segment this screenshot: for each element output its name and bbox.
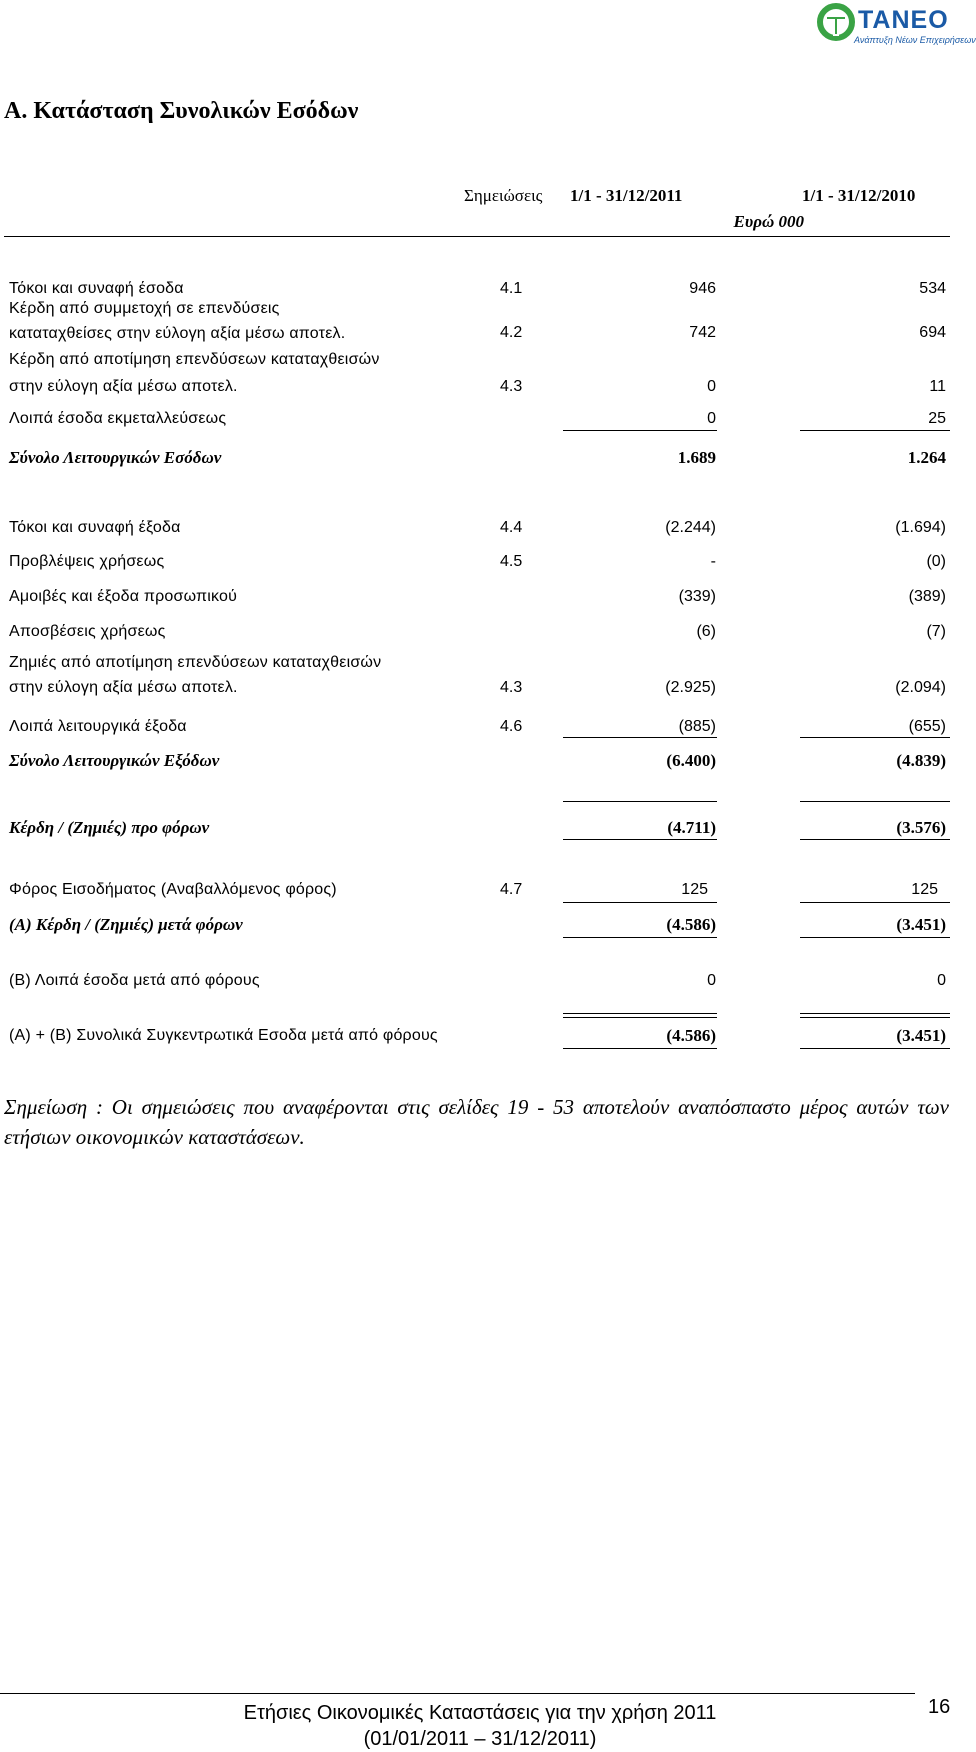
subtotal-rule [563,737,717,738]
subtotal-rule [800,1048,950,1049]
value-2011: - [710,553,716,570]
total-label: (Α) + (Β) Συνολικά Συγκεντρωτικά Εσοδα μετά από φόρους [9,1027,438,1044]
row-label-cont: στην εύλογη αξία μέσω αποτελ. [9,679,238,696]
row-label-cont: στην εύλογη αξία μέσω αποτελ. [9,378,238,395]
value-2010: (0) [926,553,946,570]
value-2011: 125 [681,881,708,898]
value-2010: 11 [929,378,946,395]
row-label: Λοιπά έσοδα εκμεταλλεύσεως [9,410,227,427]
header-rule [4,236,950,237]
subtotal-2010: (3.576) [896,818,946,837]
row-note: 4.6 [500,718,523,735]
page-title: Α. Κατάσταση Συνολικών Εσόδων [4,98,359,124]
logo-emblem-icon [816,2,856,42]
subtotal-rule [563,801,717,802]
value-2011: (885) [678,718,716,735]
header-period-2010: 1/1 - 31/12/2010 [802,186,916,205]
subtotal-2011: (4.711) [667,818,716,837]
subtotal-rule [563,902,717,903]
total-double-rule [563,1013,717,1018]
statement-remark: Σημείωση : Οι σημειώσεις που αναφέρονται στις σελίδες 19 - 53 αποτελούν αναπόσπαστο μέρος αυτών των ετήσιων οικονομικών καταστάσεων. [4,1095,949,1149]
total-double-rule [800,1013,950,1018]
subtotal-rule [800,801,950,802]
subtotal-2010: (4.839) [896,751,946,770]
subtotal-2011: 1.689 [677,448,716,467]
value-2011: (6) [696,623,716,640]
row-note: 4.2 [500,324,523,341]
row-note: 4.7 [500,881,523,898]
row-label: Αμοιβές και έξοδα προσωπικού [9,588,238,605]
subtotal-rule [563,937,717,938]
value-2011: 0 [707,410,716,427]
subtotal-rule [563,839,717,840]
subtotal-rule [563,1048,717,1049]
subtotal-label: (Α) Κέρδη / (Ζημιές) μετά φόρων [9,915,243,934]
row-label-cont: καταταχθείσες στην εύλογη αξία μέσω αποτελ. [9,325,346,342]
row-label: Τόκοι και συναφή έξοδα [9,519,181,536]
footer-line-2: (01/01/2011 – 31/12/2011) [363,1728,597,1750]
subtotal-rule [800,430,950,431]
row-label: Κέρδη από αποτίμηση επενδύσεων καταταχθεισών [9,351,380,368]
value-2011: (2.244) [665,519,716,536]
total-2010: (3.451) [896,1026,946,1045]
value-2010: (2.094) [895,679,946,696]
subtotal-rule [800,839,950,840]
row-label: (Β) Λοιπά έσοδα μετά από φόρους [9,972,260,989]
subtotal-rule [800,737,950,738]
row-note: 4.3 [500,679,523,696]
value-2010: 125 [911,881,938,898]
value-2010: (1.694) [895,519,946,536]
row-note: 4.3 [500,378,523,395]
value-2011: 0 [707,972,716,989]
value-2011: (2.925) [665,679,716,696]
row-note: 4.1 [500,280,523,297]
subtotal-2011: (4.586) [666,915,716,934]
row-label: Τόκοι και συναφή έσοδα [9,280,184,297]
value-2011: (339) [678,588,716,605]
value-2011: 946 [689,280,716,297]
row-label: Προβλέψεις χρήσεως [9,553,165,570]
taneo-logo [816,2,976,45]
subtotal-label: Σύνολο Λειτουργικών Εξόδων [9,751,220,770]
value-2010: (7) [926,623,946,640]
total-2011: (4.586) [666,1026,716,1045]
value-2010: 534 [919,280,946,297]
subtotal-label: Σύνολο Λειτουργικών Εσόδων [9,448,222,467]
value-2010: (655) [908,718,946,735]
row-label: Ζημιές από αποτίμηση επενδύσεων καταταχθεισών [9,654,382,671]
value-2010: (389) [908,588,946,605]
value-2011: 742 [689,324,716,341]
logo-text: TANEO [858,6,949,34]
header-period-2011: 1/1 - 31/12/2011 [570,186,683,205]
subtotal-2011: (6.400) [666,751,716,770]
subtotal-rule [800,937,950,938]
row-label: Κέρδη από συμμετοχή σε επενδύσεις [9,300,280,317]
subtotal-label: Κέρδη / (Ζημιές) προ φόρων [9,818,210,837]
row-note: 4.4 [500,519,523,536]
footer-rule [0,1693,915,1694]
subtotal-2010: (3.451) [896,915,946,934]
page-number: 16 [928,1696,951,1718]
row-label: Φόρος Εισοδήματος (Αναβαλλόμενος φόρος) [9,881,337,898]
value-2010: 25 [928,410,946,427]
row-label: Αποσβέσεις χρήσεως [9,623,166,640]
row-note: 4.5 [500,553,523,570]
header-notes: Σημειώσεις [464,186,543,205]
header-unit: Ευρώ 000 [733,212,804,231]
logo-tagline: Ανάπτυξη Νέων Επιχειρήσεων [854,35,976,45]
footer-line-1: Ετήσιες Οικονομικές Καταστάσεις για την χρήση 2011 [243,1702,717,1724]
subtotal-2010: 1.264 [907,448,946,467]
value-2011: 0 [707,378,716,395]
footer [0,1700,960,1752]
row-label: Λοιπά λειτουργικά έξοδα [9,718,187,735]
value-2010: 0 [937,972,946,989]
value-2010: 694 [919,324,946,341]
subtotal-rule [563,430,717,431]
subtotal-rule [800,902,950,903]
